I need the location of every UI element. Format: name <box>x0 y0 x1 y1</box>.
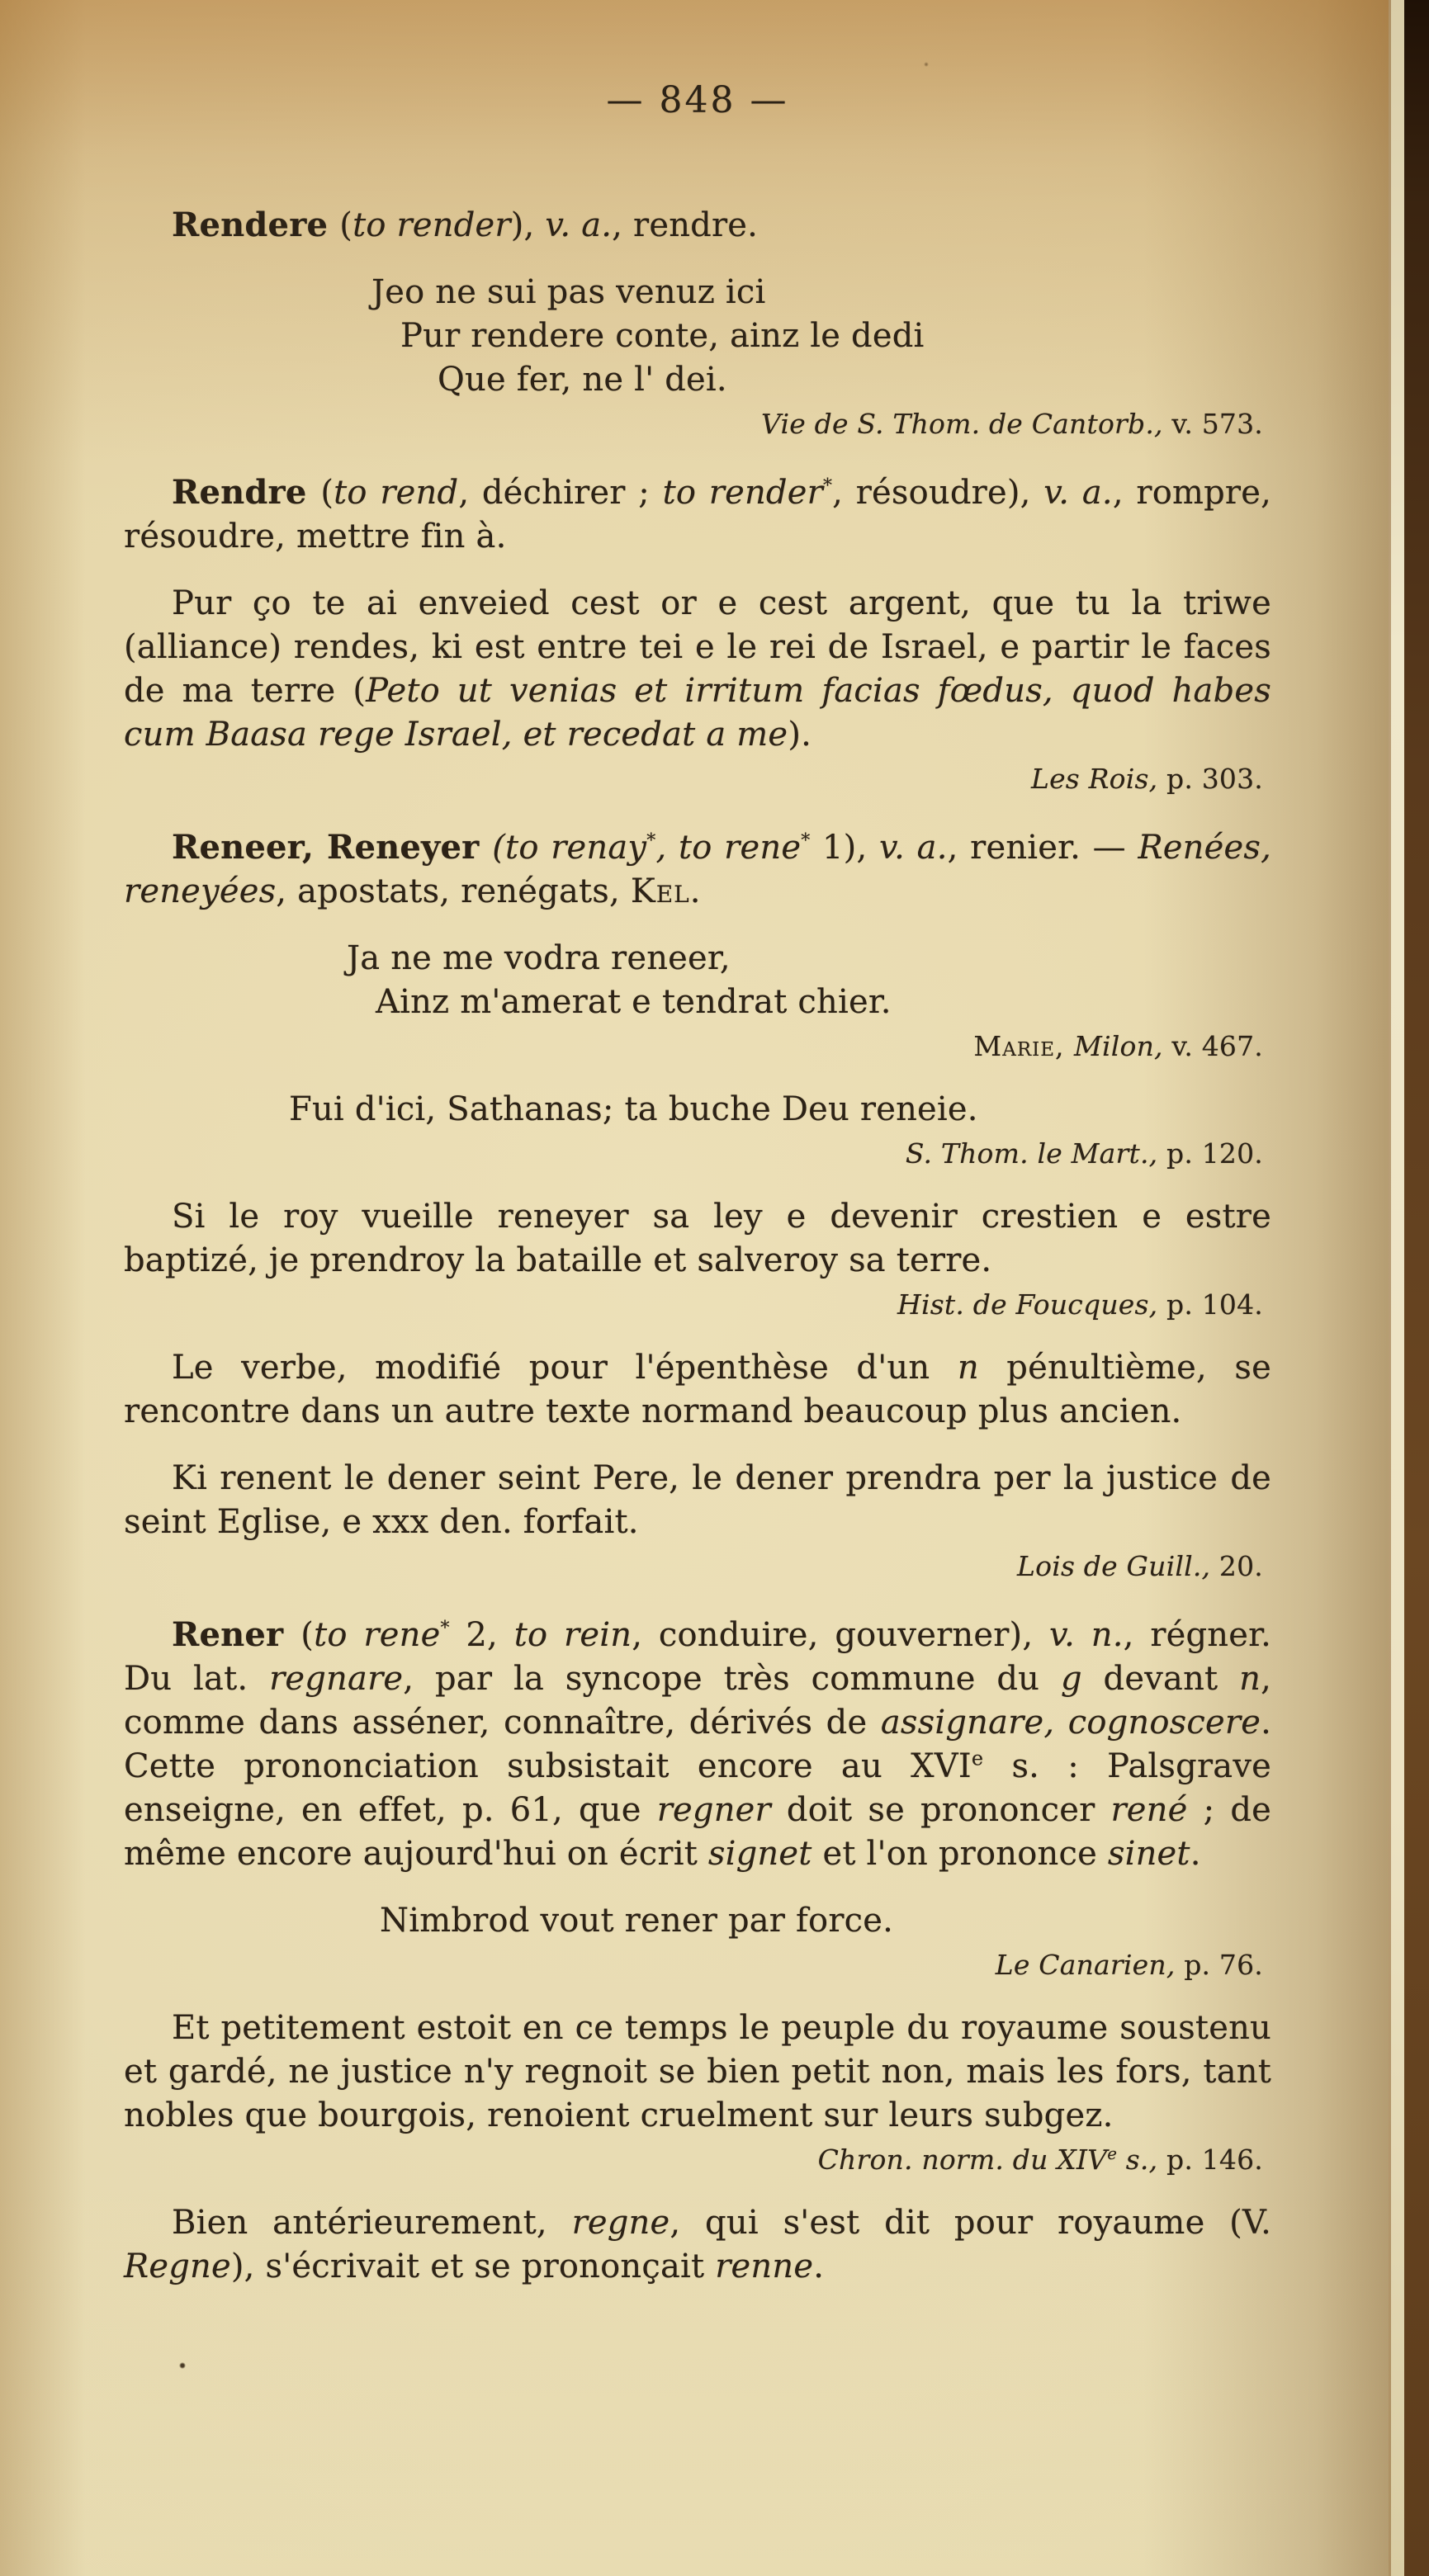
text-run: v. a. <box>879 829 948 867</box>
text-run: ), s'écrivait et se prononçait <box>230 2248 716 2285</box>
text-run: to rene <box>314 1616 441 1654</box>
verse-line: Que fer, ne l' dei. <box>438 361 727 399</box>
text-run: v. 467. <box>1162 1030 1263 1062</box>
source-citation <box>124 1548 1271 1585</box>
source-citation <box>124 1287 1271 1323</box>
text-run: to rein <box>513 1616 632 1654</box>
dictionary-entry <box>124 470 1271 559</box>
text-run: sinet <box>1107 1835 1190 1873</box>
text-run: Milon, <box>1074 1030 1163 1062</box>
source-citation <box>124 1028 1271 1065</box>
text-run: regner <box>656 1791 771 1829</box>
page-edge-dark <box>1404 0 1429 2576</box>
text-run: p. 303. <box>1157 763 1263 795</box>
commentary-paragraph <box>124 1346 1271 1434</box>
text-run: Les Rois, <box>1030 763 1158 795</box>
text-run: Ki renent le dener seint Pere, le dener prendra per la justice de seint Eglise, e xxx den. forfait. <box>124 1459 1271 1541</box>
dictionary-entry <box>124 825 1271 914</box>
text-run: ), <box>510 206 546 244</box>
text-run: Rener <box>172 1615 301 1654</box>
page-number <box>124 79 1271 121</box>
text-run: , régner. Du lat. <box>124 1616 1271 1698</box>
text-run: renne <box>715 2248 814 2285</box>
text-run: Le verbe, modifié pour l'épenthèse d'un <box>172 1349 958 1387</box>
text-run: Bien antérieurement, <box>172 2204 572 2242</box>
text-run: Chron. norm. du XIV <box>817 2144 1108 2176</box>
text-run: doit se prononcer <box>770 1791 1111 1829</box>
text-run: Le Canarien, <box>995 1949 1176 1981</box>
verse-line: Pur rendere conte, ainz le dedi <box>400 317 925 355</box>
text-run: 1), <box>810 829 880 867</box>
quote-line-text: Fui d'ici, Sathanas; ta buche Deu reneie. <box>289 1090 978 1128</box>
quote-line <box>124 1088 1271 1132</box>
text-run: * <box>801 830 811 852</box>
source-citation <box>124 406 1271 442</box>
text-run: ( <box>300 1616 315 1654</box>
text-run: S. Thom. le Mart., <box>905 1137 1158 1170</box>
text-run: 20. <box>1210 1550 1263 1582</box>
text-run: p. 120. <box>1157 1137 1263 1170</box>
text-run: n <box>957 1349 979 1387</box>
text-run: p. 104. <box>1157 1288 1263 1321</box>
text-run: et l'on prononce <box>812 1835 1108 1873</box>
text-run: e <box>971 1746 984 1770</box>
text-run: . Cette prononciation subsistait encore au XVI <box>124 1704 1271 1785</box>
prose-quote <box>124 1195 1271 1283</box>
page-edge-light <box>1389 0 1404 2576</box>
text-run: ( <box>339 206 353 244</box>
verse-line: Ja ne me vodra reneer, <box>347 939 731 977</box>
text-run: * <box>822 475 833 497</box>
quote-line-text: Nimbrod vout rener par force. <box>380 1902 894 1940</box>
dictionary-entry <box>124 1613 1271 1876</box>
text-run: Lois de Guill., <box>1017 1550 1211 1582</box>
quote-line <box>124 1899 1271 1943</box>
text-run: Marie, <box>973 1030 1074 1062</box>
text-run: 2, <box>449 1616 514 1654</box>
page-number-text: — 848 — <box>606 79 789 121</box>
text-run: , déchirer ; <box>458 474 663 512</box>
text-run: , résoudre), <box>832 474 1044 512</box>
verse-line: Ainz m'amerat e tendrat chier. <box>376 983 892 1021</box>
commentary-paragraph <box>124 2201 1271 2289</box>
text-run: p. 146. <box>1157 2144 1263 2176</box>
text-run: ). <box>788 716 812 754</box>
text-run: Si le roy vueille reneyer sa ley e devenir crestien e estre baptizé, je prendroy la bataille et salveroy sa terre. <box>124 1198 1271 1279</box>
verse-quote <box>124 937 1271 1024</box>
text-run: p. 76. <box>1175 1949 1263 1981</box>
text-run: regnare <box>269 1660 404 1698</box>
text-run: v. a. <box>1043 474 1113 512</box>
text-run: rené <box>1110 1791 1188 1829</box>
text-run: Kel. <box>630 872 702 910</box>
text-run: * <box>646 830 656 852</box>
text-run: , to rene <box>655 829 802 867</box>
text-run: , renier. — <box>947 829 1138 867</box>
text-run: Peto ut venias et irritum facias fœdus, quod habes cum Baasa rege Israel, et recedat a me <box>124 672 1271 754</box>
text-run: Rendre <box>172 473 321 512</box>
text-run: Renées, reneyées <box>124 829 1272 910</box>
dictionary-entry <box>124 203 1271 248</box>
text-run: Rendere <box>172 206 340 244</box>
verse-quote <box>124 271 1271 402</box>
text-run: (to renay <box>492 829 647 867</box>
text-run: * <box>440 1618 450 1639</box>
text-run: , qui s'est dit pour royaume (V. <box>670 2204 1271 2242</box>
text-run: Et petitement estoit en ce temps le peuple du royaume soustenu et gardé, ne justice n'y regnoit se bien petit non, mais les fors, tant nobles que bourgois, renoient cruelment sur leurs subgez. <box>124 2009 1271 2134</box>
prose-quote <box>124 2006 1271 2138</box>
text-run: Reneer, Reneyer <box>172 828 493 867</box>
text-run: regne <box>571 2204 670 2242</box>
text-run: , rompre, résoudre, mettre fin à. <box>124 474 1272 555</box>
text-run: . <box>1190 1835 1201 1873</box>
prose-quote <box>124 1457 1271 1544</box>
text-run: , conduire, gouverner), <box>632 1616 1050 1654</box>
text-run: . <box>813 2248 825 2285</box>
text-run: ; de même encore aujourd'hui on écrit <box>124 1791 1271 1873</box>
source-citation <box>124 1136 1271 1172</box>
source-citation <box>124 761 1271 797</box>
text-run: to render <box>662 474 823 512</box>
text-run: Pur ço te ai enveied cest or e cest argent, que tu la triwe (alliance) rendes, ki est entre tei e le rei de Israel, e partir le faces de ma terre ( <box>124 584 1271 710</box>
text-run: , apostats, renégats, <box>276 872 631 910</box>
source-citation <box>124 2142 1271 2178</box>
text-run: Regne <box>124 2248 231 2285</box>
text-run: , par la syncope très commune du <box>403 1660 1061 1698</box>
text-run: pénultième, se rencontre dans un autre texte normand beaucoup plus ancien. <box>124 1349 1271 1430</box>
text-run: e <box>1107 2144 1118 2163</box>
prose-quote <box>124 582 1271 757</box>
text-run: v. n. <box>1049 1616 1124 1654</box>
text-run: to rend <box>334 474 459 512</box>
text-run: , rendre. <box>612 206 759 244</box>
source-citation <box>124 1947 1271 1983</box>
text-run: g <box>1060 1660 1082 1698</box>
text-run: n <box>1239 1660 1261 1698</box>
text-run: , comme dans asséner, connaître, dérivés de <box>124 1660 1271 1742</box>
text-run: v. 573. <box>1171 408 1263 440</box>
text-run: v. a. <box>545 206 613 244</box>
verse-line: Jeo ne sui pas venuz ici <box>371 273 766 311</box>
text-run: devant <box>1081 1660 1240 1698</box>
text-run: Hist. de Foucques, <box>897 1288 1158 1321</box>
text-run: assignare, cognoscere <box>880 1704 1261 1742</box>
text-run: ( <box>320 474 334 512</box>
text-run: Vie de S. Thom. de Cantorb., <box>761 408 1172 440</box>
page-content <box>124 175 1271 2289</box>
text-run: to render <box>353 206 511 244</box>
text-run: signet <box>707 1835 812 1873</box>
text-run: s., <box>1117 2144 1158 2176</box>
text-run: s. : Palsgrave enseigne, en effet, p. 61, que <box>124 1747 1271 1829</box>
